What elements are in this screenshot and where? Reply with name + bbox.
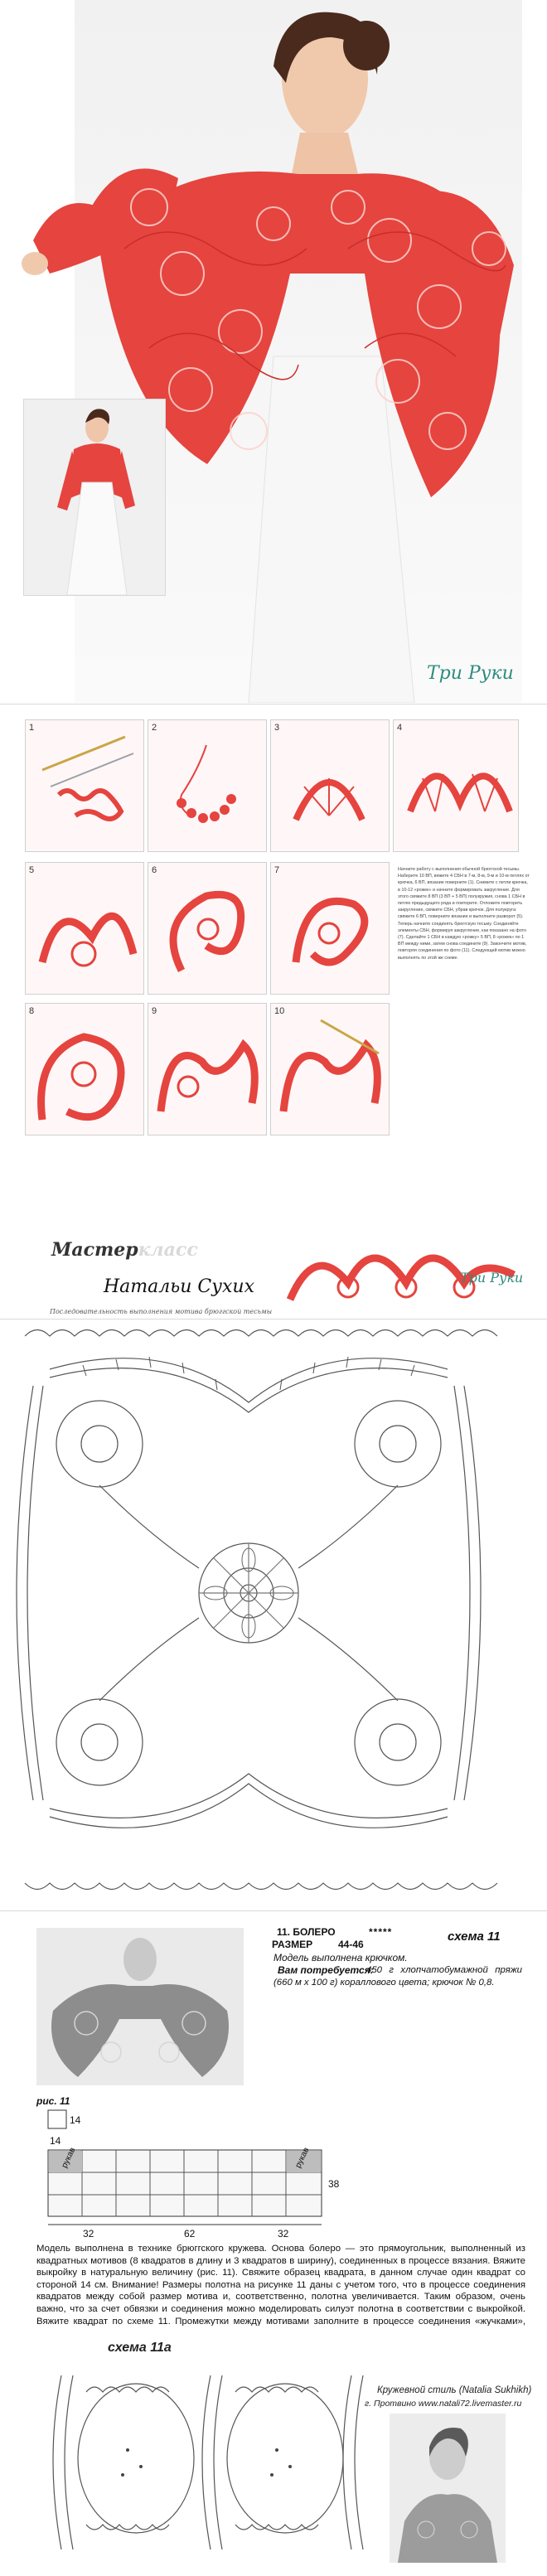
step-photo [148, 719, 267, 852]
dim-square-width: 14 [50, 2135, 61, 2147]
step-photo [270, 1003, 390, 1135]
step-number: 10 [274, 1006, 285, 1016]
step-photo [148, 862, 267, 995]
hero-photo-section [0, 0, 547, 703]
size-value: 44-46 [338, 1939, 364, 1950]
sleeve-label-right: рукав [293, 2146, 312, 2170]
lace-motif-icon [148, 1004, 266, 1135]
step-photo [25, 719, 144, 852]
lace-motif-icon [148, 720, 266, 851]
dim-middle: 62 [184, 2228, 196, 2239]
sequence-caption: Последовательность выполнения мотива брюггской тесьмы [50, 1308, 273, 1315]
difficulty-stars: ***** [369, 1926, 393, 1938]
lace-motif-icon [148, 863, 266, 994]
lace-motif-icon [26, 1004, 143, 1135]
step-photo [25, 1003, 144, 1135]
step-number: 1 [29, 723, 35, 733]
scheme-11a-diagram [36, 2359, 385, 2566]
step-number: 2 [152, 723, 157, 733]
master-word: Мастер [51, 1239, 138, 1261]
master-class-heading [51, 1239, 198, 1261]
description-text: Модель выполнена в технике брюггского кружева. Основа болеро — это прямоугольник, выполненный из квадратных мотивов (8 квадратов в длину и 3 квадратов в ширину), соединенных в процессе вязания. Вяжите выкройку в натуральную величину (рис. 11). Свяжите образец квадрата, в данном случае один квадрат со стороной 14 см. Внимание! Размеры полотна на рисунке 11 даны с учетом того, что в процессе соединения квадратов между собой размер мотива и, соответственно, полотна увеличивается. Таким образом, очень важно, что за счет обвязки и соединения можно моделировать силуэт полотна в соответствии с выкройкой. Вяжите квадрат по схеме 11. Промежутки между мотивами заполните в процессе соединения «жучками», [36, 2244, 525, 2326]
bolero-layout-diagram [46, 2148, 336, 2231]
watermark-2: Три Руки [460, 1270, 524, 1286]
scheme-11a-label: схема 11а [108, 2341, 172, 2355]
figure-label: рис. 11 [36, 2095, 70, 2107]
lace-motif-icon [271, 863, 389, 994]
size-label: РАЗМЕР [272, 1939, 313, 1950]
dim-left: 32 [83, 2228, 94, 2239]
step-number: 8 [29, 1006, 35, 1016]
scheme-11-label: схема 11 [448, 1930, 501, 1944]
tutorial-section [0, 705, 547, 1318]
dim-right: 32 [278, 2228, 289, 2239]
credit-location: г. Протвино www.natali72.livemaster.ru [365, 2399, 522, 2409]
step-number: 7 [274, 865, 280, 875]
hero-bolero-illustration [0, 0, 547, 703]
step-number: 9 [152, 1006, 157, 1016]
designer-photo [390, 2414, 506, 2563]
step-photo [393, 719, 519, 852]
step-number: 3 [274, 723, 280, 733]
inset-full-length-photo [23, 399, 166, 596]
bolero-model-photo [36, 1928, 244, 2085]
inset-model-illustration [24, 399, 165, 595]
crochet-hook-icon [26, 720, 143, 851]
credit-style: Кружевной стиль (Natalia Sukhikh) [377, 2385, 532, 2395]
lace-motif-icon [26, 863, 143, 994]
article-section [0, 1911, 547, 2576]
step-photo [270, 719, 390, 852]
watermark-1: Три Руки [427, 663, 514, 684]
author-name: Натальи Сухих [104, 1276, 255, 1297]
step-photo [270, 862, 390, 995]
step-photo [148, 1003, 267, 1135]
lace-motif-icon [271, 720, 389, 851]
crochet-chart-section [0, 1319, 547, 1910]
step-number: 4 [397, 723, 403, 733]
designer-illustration [390, 2414, 506, 2563]
step-number: 5 [29, 865, 35, 875]
dim-height: 38 [328, 2178, 340, 2190]
step-photo [25, 862, 144, 995]
technique-note: Модель выполнена крючком. [274, 1952, 408, 1963]
master-ghost-word: класс [138, 1239, 198, 1261]
model-heading: 11. БОЛЕРО [277, 1926, 336, 1938]
bolero-model-illustration [36, 1928, 244, 2085]
dim-square-height: 14 [70, 2114, 81, 2126]
materials-text: 450 г хлопчатобумажной пряжи (660 м x 100 г) кораллового цвета; крючок № 0,8. [274, 1965, 522, 1988]
sleeve-label-left: рукав [60, 2146, 78, 2170]
lace-motif-icon [394, 720, 518, 851]
instructions-text: Начните работу с выполнения обычной брюггской тесьмы. Наберите 10 ВП, вяжите 4 СБН в 7-м, 8-м, 9-м и 10-м петлях от крючка, 6 ВП, вязание поверните (1). Снимите с петли крючка, в 10-12 «рожек» и начните формировать закругление. Для этого свяжите 8 ВП (3 ВП + 5 ВП) полукружия, снова 1 СБН в петлю предыдущего ряда и повторите. Отложите повторить закругление, свяжите СБН, убрав крючок. Для полукруга: свяжите 6 ВП, поверните вязание и выполните разворот (5). Теперь начните соединять брюггскую тесьму. Соединяйте элементы СБН, формируя закругление, как показано на фото (7). Сделайте 1 СБН в каждую «рожку» 5 ВП, 8 «рожек» по 1 ВП между ними, затем снова соедините (9). Закончите мотив, повторяя соединения по фото (11). Следующий мотив можно выполнять по этой же схеме. [398, 867, 530, 961]
square-motif-chart-diagram [0, 1319, 547, 1910]
materials-label: Вам потребуется: [278, 1964, 374, 1976]
step-number: 6 [152, 865, 157, 875]
lace-motif-icon [271, 1004, 389, 1135]
